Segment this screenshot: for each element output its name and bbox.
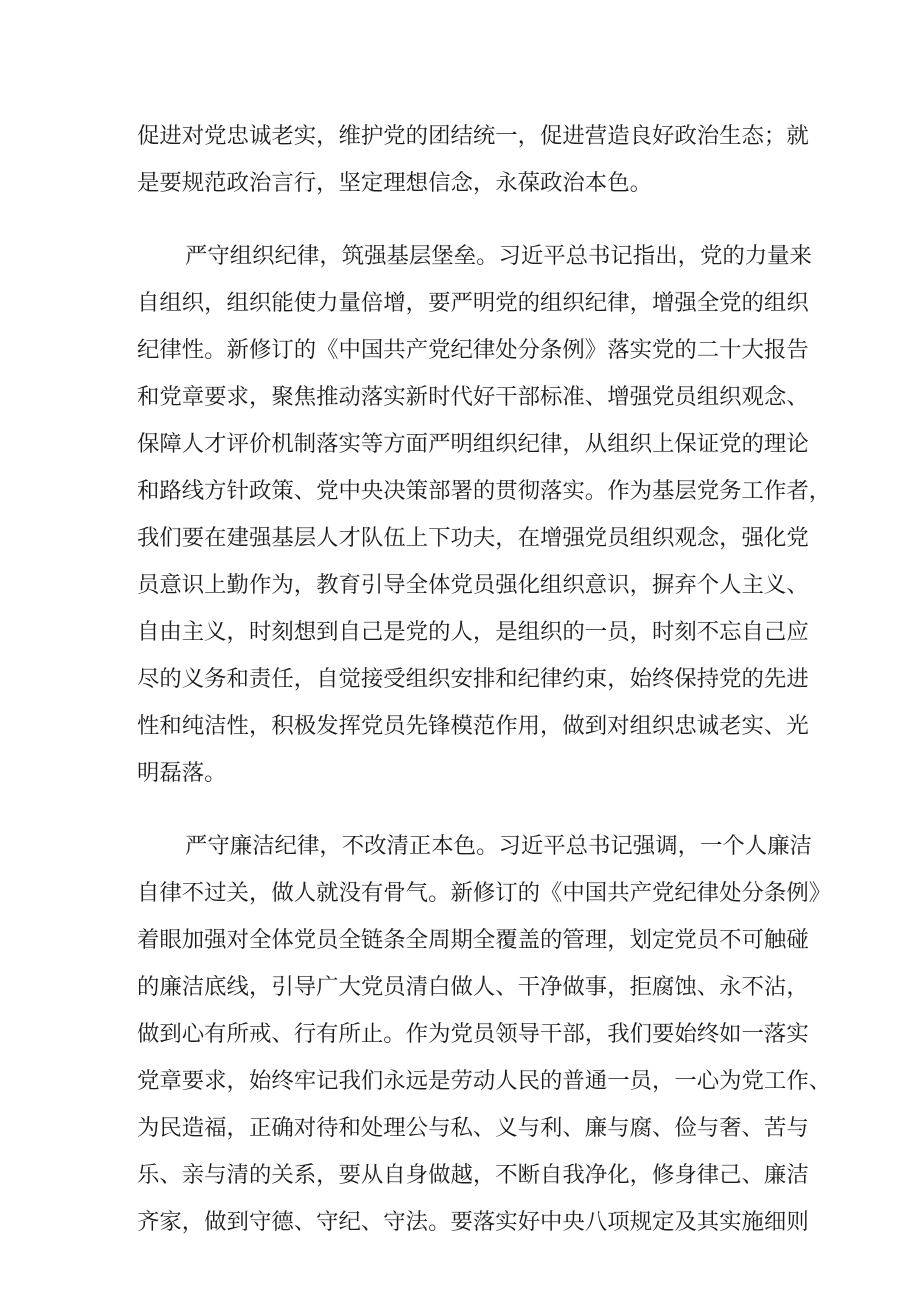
text-line: 尽的义务和责任，自觉接受组织安排和纪律约束，始终保持党的先进 — [137, 666, 809, 692]
text-line: 是要规范政治言行，坚定理想信念，永葆政治本色。 — [137, 170, 652, 196]
paragraph-political-discipline-end — [137, 113, 809, 207]
text-line: 员意识上勤作为，教育引导全体党员强化组织意识，摒弃个人主义、 — [137, 572, 809, 598]
text-line: 做到心有所戒、行有所止。作为党员领导干部，我们要始终如一落实 — [137, 1021, 809, 1047]
text-line: 齐家，做到守德、守纪、守法。要落实好中央八项规定及其实施细则 — [137, 1209, 809, 1235]
paragraph-integrity-discipline — [137, 823, 832, 1246]
text-line: 的廉洁底线，引导广大党员清白做人、干净做事，拒腐蚀、永不沾， — [137, 974, 809, 1000]
text-line: 乐、亲与清的关系，要从自身做越，不断自我净化，修身律己、廉洁 — [137, 1162, 809, 1188]
document-body — [137, 113, 832, 1246]
text-line: 纪律性。新修订的《中国共产党纪律处分条例》落实党的二十大报告 — [137, 337, 809, 363]
text-line: 性和纯洁性，积极发挥党员先锋模范作用，做到对组织忠诚老实、光 — [137, 713, 809, 739]
text-line: 党章要求，始终牢记我们永远是劳动人民的普通一员，一心为党工作、 — [137, 1068, 832, 1094]
text-line: 自由主义，时刻想到自己是党的人，是组织的一员，时刻不忘自己应 — [137, 619, 809, 645]
text-line: 保障人才评价机制落实等方面严明组织纪律，从组织上保证党的理论 — [137, 431, 809, 457]
text-line: 明磊落。 — [137, 760, 227, 786]
text-line: 着眼加强对全体党员全链条全周期全覆盖的管理，划定党员不可触碰 — [137, 927, 809, 953]
text-line: 自律不过关，做人就没有骨气。新修订的《中国共产党纪律处分条例》 — [137, 880, 832, 906]
paragraph-organizational-discipline — [137, 233, 832, 797]
text-line: 自组织，组织能使力量倍增，要严明党的组织纪律，增强全党的组织 — [137, 290, 809, 316]
text-line: 为民造福，正确对待和处理公与私、义与利、廉与腐、俭与奢、苦与 — [137, 1115, 809, 1141]
text-line: 和党章要求，聚焦推动落实新时代好干部标准、增强党员组织观念、 — [137, 384, 809, 410]
text-line: 严守廉洁纪律，不改清正本色。习近平总书记强调，一个人廉洁 — [185, 833, 812, 859]
text-line: 我们要在建强基层人才队伍上下功夫，在增强党员组织观念，强化党 — [137, 525, 809, 551]
text-line: 促进对党忠诚老实，维护党的团结统一，促进营造良好政治生态；就 — [137, 123, 809, 149]
text-line: 严守组织纪律，筑强基层堡垒。习近平总书记指出，党的力量来 — [185, 243, 812, 269]
text-line: 和路线方针政策、党中央决策部署的贯彻落实。作为基层党务工作者， — [137, 478, 832, 504]
